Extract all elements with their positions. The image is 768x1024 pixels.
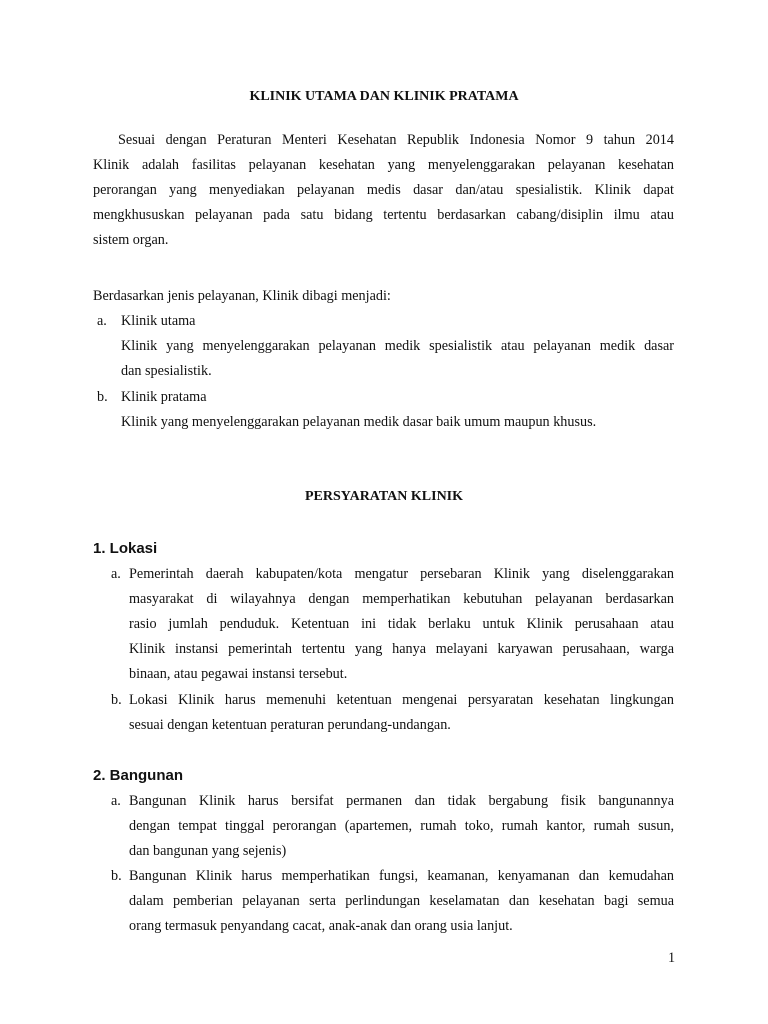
list-marker: b. — [111, 692, 122, 708]
item-line: Klinik instansi pemerintah tertentu yang hanya melayani karyawan perusahaan, warga — [129, 641, 674, 657]
section-heading: 1. Lokasi — [93, 540, 158, 557]
intro-line: sistem organ. — [93, 232, 169, 248]
item-line: orang termasuk penyandang cacat, anak-anak dan orang usia lanjut. — [129, 918, 513, 934]
item-line: Pemerintah daerah kabupaten/kota mengatur persebaran Klinik yang diselenggarakan — [129, 566, 674, 582]
intro-line: mengkhususkan pelayanan pada satu bidang tertentu berdasarkan cabang/disiplin ilmu atau — [93, 207, 674, 223]
type-desc: Klinik yang menyelenggarakan pelayanan medik dasar baik umum maupun khusus. — [121, 414, 597, 430]
type-name: Klinik pratama — [121, 389, 207, 405]
document-title: KLINIK UTAMA DAN KLINIK PRATAMA — [249, 89, 519, 104]
types-intro: Berdasarkan jenis pelayanan, Klinik dibagi menjadi: — [93, 288, 391, 304]
list-marker: a. — [111, 793, 121, 809]
list-marker: b. — [97, 389, 108, 405]
item-line: dengan tempat tinggal perorangan (apartemen, rumah toko, rumah kantor, rumah susun, — [129, 818, 674, 834]
item-line: rasio jumlah penduduk. Ketentuan ini tidak berlaku untuk Klinik perusahaan atau — [129, 616, 674, 632]
intro-line: perorangan yang menyediakan pelayanan medis dasar dan/atau spesialistik. Klinik dapat — [93, 182, 674, 198]
item-line: binaan, atau pegawai instansi tersebut. — [129, 666, 348, 682]
list-marker: b. — [111, 868, 122, 884]
section-heading: 2. Bangunan — [93, 767, 184, 784]
type-desc: Klinik yang menyelenggarakan pelayanan medik spesialistik atau pelayanan medik dasar — [121, 338, 674, 354]
intro-line: Sesuai dengan Peraturan Menteri Kesehatan Republik Indonesia Nomor 9 tahun 2014 — [118, 132, 674, 148]
item-line: Lokasi Klinik harus memenuhi ketentuan mengenai persyaratan kesehatan lingkungan — [129, 692, 674, 708]
item-line: masyarakat di wilayahnya dengan memperhatikan kebutuhan pelayanan berdasarkan — [129, 591, 674, 607]
item-line: Bangunan Klinik harus memperhatikan fungsi, keamanan, kenyamanan dan kemudahan — [129, 868, 674, 884]
item-line: sesuai dengan ketentuan peraturan perundang-undangan. — [129, 717, 451, 733]
item-line: dalam pemberian pelayanan serta perlindungan keselamatan dan kesehatan bagi semua — [129, 893, 674, 909]
section-title: PERSYARATAN KLINIK — [304, 489, 464, 504]
item-line: Bangunan Klinik harus bersifat permanen dan tidak bergabung fisik bangunannya — [129, 793, 674, 809]
intro-line: Klinik adalah fasilitas pelayanan kesehatan yang menyelenggarakan pelayanan kesehatan — [93, 157, 674, 173]
item-line: dan bangunan yang sejenis) — [129, 843, 287, 859]
page-number: 1 — [668, 950, 676, 966]
type-desc: dan spesialistik. — [121, 363, 212, 379]
type-name: Klinik utama — [121, 313, 196, 329]
list-marker: a. — [97, 313, 107, 329]
list-marker: a. — [111, 566, 121, 582]
